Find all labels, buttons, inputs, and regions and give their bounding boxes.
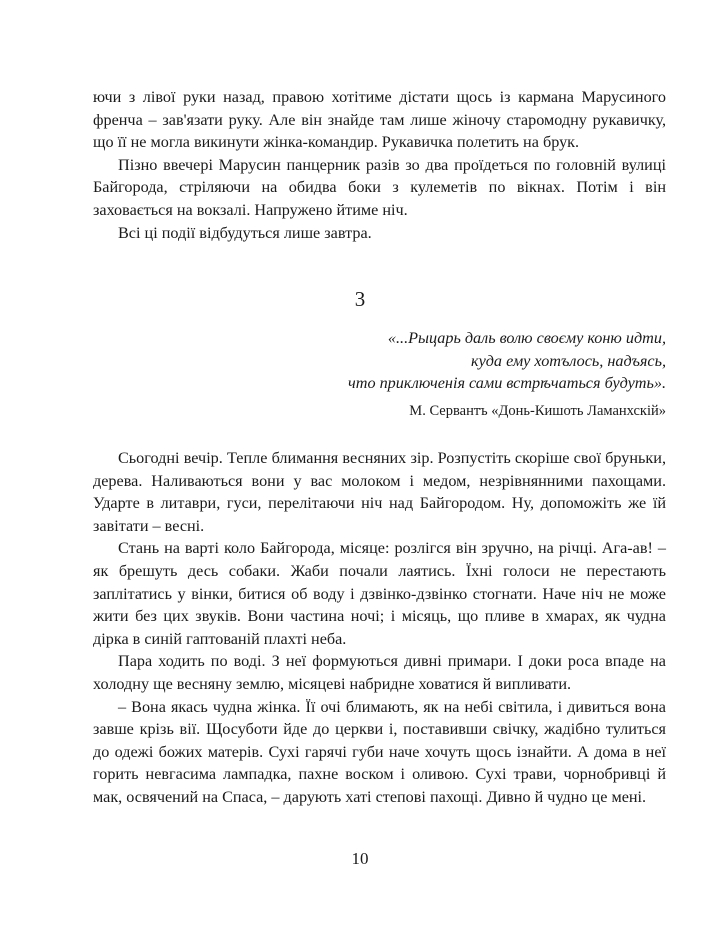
- epigraph-line: куда ему хотълось, надъясь,: [471, 351, 666, 370]
- page-number: 10: [351, 849, 369, 868]
- epigraph-line: что приключенія сами встрѣчаться будуть».: [348, 374, 666, 393]
- epigraph-line: «...Рыцарь даль волю своєму коню идти,: [387, 329, 666, 347]
- top-text-block: [93, 86, 666, 244]
- epigraph-source: М. Сервантъ «Донь-Кишоть Ламанхскій»: [409, 403, 666, 419]
- paragraph: Пара ходить по воді. З неї формуються дивні примари. І доки роса впаде на холодну ще весняну землю, місяцеві набридне ховатися й випливати.: [93, 652, 666, 693]
- paragraph: – Вона якась чудна жінка. Її очі блимають, як на небі світила, і дивиться вона завше крізь вії. Щосуботи йде до церкви і, поставивши свічку, жадібно тулиться до одежі божих матерів. Сухі гарячі губи наче хочуть щось ізнайти. А дома в неї горить невгасима лампадка, пахне воском і оливою. Сухі трави, чорнобривці й мак, освячений на Спаса, – дарують хаті степові пахощі. Дивно й чудно це мені.: [93, 697, 666, 806]
- paragraph: ючи з лівої руки назад, правою хотітиме дістати щось із кармана Марусиного френча – зав'язати руку. Але він знайде там лише жіночу старомодну рукавичку, що її не могла викинути жінка-командир. Рукавичка полетить на брук.: [93, 88, 666, 152]
- main-text-block: [93, 447, 666, 809]
- epigraph: [348, 327, 666, 395]
- paragraph: Стань на варті коло Байгорода, місяце: розлігся він зручно, на річці. Ага-ав! – як брешуть десь собаки. Жаби почали лаятись. Їхні голоси не перестають заплітатись у вінки, битися об воду і дзвінко-дзвінко стогнати. Наче ніч не може жити без цих звуків. Вони частина ночі; і місяць, що пливе в хмарах, як чудна дірка в синій гаптованій плахті неба.: [93, 539, 666, 648]
- paragraph: Всі ці події відбудуться лише завтра.: [118, 223, 372, 242]
- paragraph: Пізно ввечері Марусин панцерник разів зо два проїдеться по головній вулиці Байгорода, стріляючи на обидва боки з кулеметів по вікнах. Потім і він заховається на вокзалі. Напружено йтиме ніч.: [93, 155, 666, 219]
- paragraph: Сьогодні вечір. Тепле блимання весняних зір. Розпустіть скоріше свої бруньки, дерева. Наливаються вони у вас молоком і медом, незрівнянними пахощами. Ударте в литаври, гуси, перелітаючи ніч над Байгородом. Ну, допоможіть же їй завітати – весні.: [93, 449, 666, 535]
- chapter-number: 3: [354, 287, 366, 311]
